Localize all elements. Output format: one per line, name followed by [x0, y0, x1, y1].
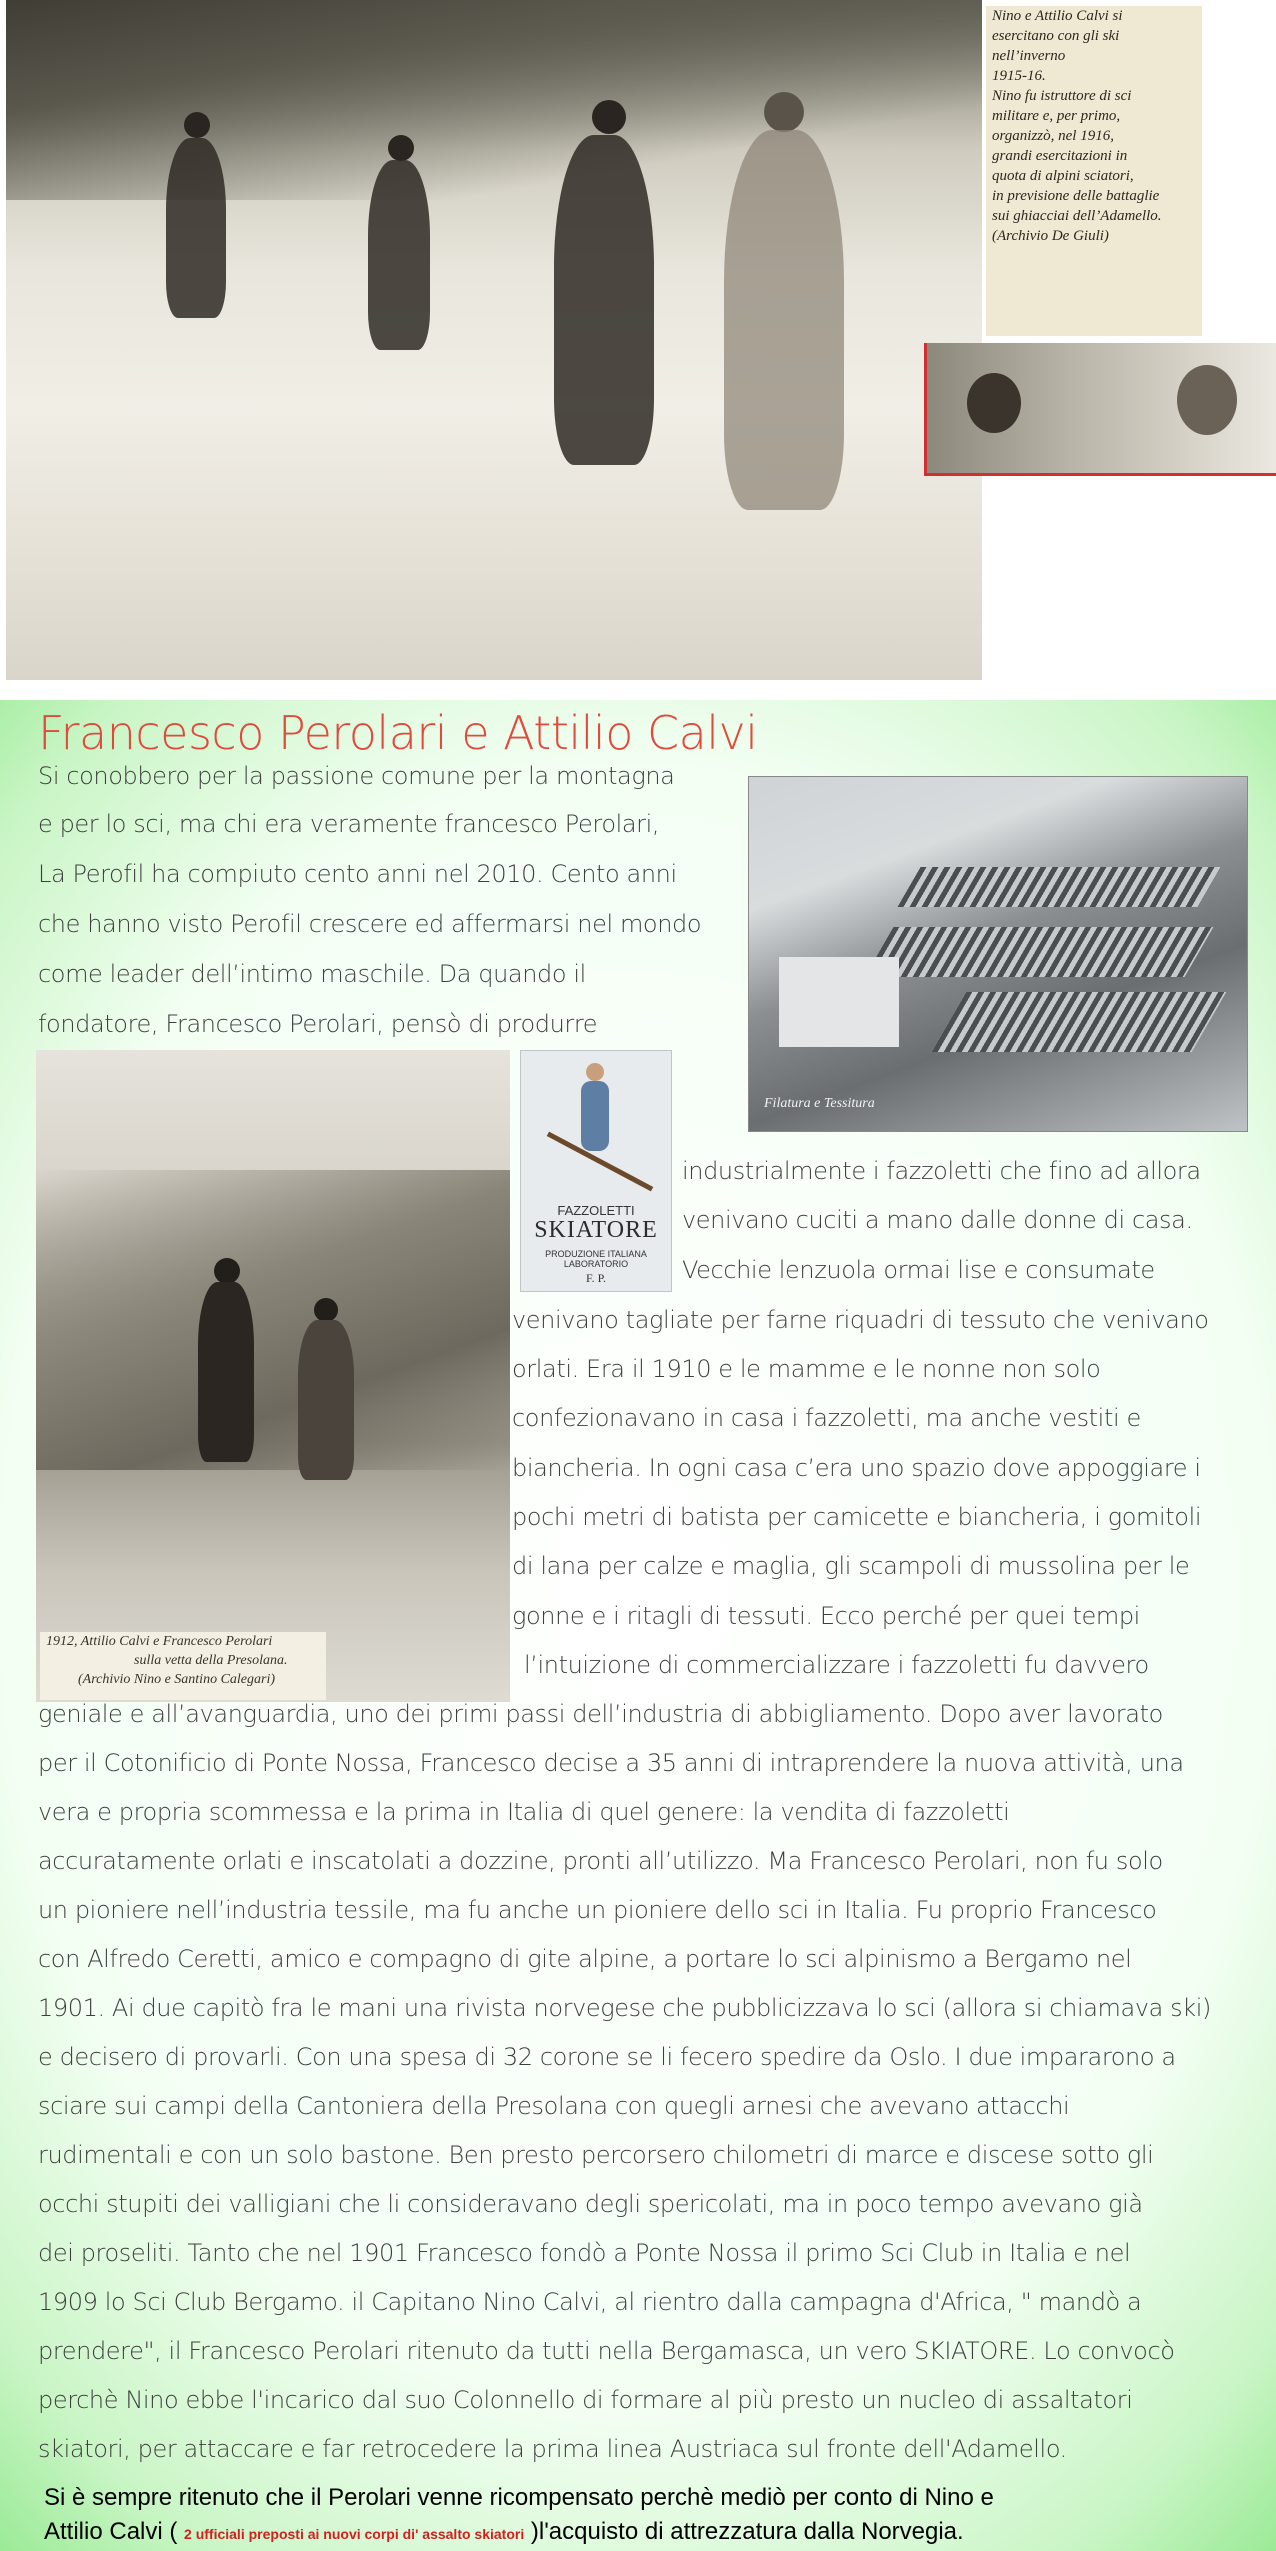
caption-line: (Archivio Nino e Santino Calegari) — [78, 1672, 276, 1687]
body-line: sciare sui campi della Cantoniera della Presolana con quegli arnesi che avevano attacchi — [38, 2092, 1070, 2120]
body-line: l’intuizione di commercializzare i fazzoletti fu davvero — [524, 1651, 1149, 1679]
top-skiing-photo — [6, 0, 982, 680]
body-line: venivano tagliate per farne riquadri di tessuto che venivano — [512, 1306, 1209, 1334]
body-line: orlati. Era il 1910 e le mamme e le nonne non solo — [512, 1355, 1101, 1383]
bottom-note-line1: Si è sempre ritenuto che il Perolari venne ricompensato perchè mediò per conto di Nino e — [44, 2484, 994, 2511]
body-line: dei proseliti. Tanto che nel 1901 Francesco fondò a Ponte Nossa il primo Sci Club in Italia e nel — [38, 2239, 1131, 2267]
package-logo: F. P. — [585, 1271, 607, 1285]
body-line: che hanno visto Perofil crescere ed affermarsi nel mondo — [38, 910, 702, 938]
body-line: con Alfredo Ceretti, amico e compagno di gite alpine, a portare lo sci alpinismo a Bergamo nel — [38, 1945, 1132, 1973]
body-line: geniale e all’avanguardia, uno dei primi passi dell’industria di abbigliamento. Dopo aver lavorato — [38, 1700, 1163, 1728]
body-line: occhi stupiti dei valligiani che li consideravano degli spericolati, ma in poco tempo avevano già — [38, 2190, 1143, 2218]
body-line: venivano cuciti a mano dalle donne di casa. — [682, 1206, 1193, 1234]
body-line: confezionavano in casa i fazzoletti, ma anche vestiti e — [512, 1404, 1141, 1432]
body-line: rudimentali e con un solo bastone. Ben presto percorsero chilometri di marce e discese sotto gli — [38, 2141, 1154, 2169]
caption-line: sui ghiacciai dell’Adamello. — [992, 208, 1162, 224]
mountain-summit-photo — [36, 1050, 510, 1702]
body-line: 1909 lo Sci Club Bergamo. il Capitano Nino Calvi, al rientro dalla campagna d'Africa, " mandò a — [38, 2288, 1142, 2316]
article-title: Francesco Perolari e Attilio Calvi — [38, 706, 758, 760]
bottom-note-highlight: 2 ufficiali preposti ai nuovi corpi di' assalto skiatori — [184, 2526, 525, 2542]
package-label: FAZZOLETTI — [557, 1203, 635, 1218]
body-line: prendere", il Francesco Perolari ritenuto da tutti nella Bergamasca, un vero SKIATORE. Lo convocò — [38, 2337, 1175, 2365]
body-line: per il Cotonificio di Ponte Nossa, Francesco decise a 35 anni di intraprendere la nuova attività, una — [38, 1749, 1184, 1777]
caption-line: esercitano con gli ski — [992, 28, 1120, 44]
body-line: di lana per calze e maglia, gli scampoli di mussolina per le — [512, 1552, 1190, 1580]
bottom-note-end: )l'acquisto di attrezzatura dalla Norvegia. — [524, 2518, 964, 2545]
body-line: accuratamente orlati e inscatolati a dozzine, pronti all’utilizzo. Ma Francesco Perolari, non fu solo — [38, 1847, 1163, 1875]
fazzoletti-skiatore-package — [520, 1050, 672, 1292]
factory-illustration — [748, 776, 1248, 1132]
body-line: e per lo sci, ma chi era veramente francesco Perolari, — [38, 810, 660, 838]
body-line: industrialmente i fazzoletti che fino ad allora — [682, 1157, 1201, 1185]
caption-line: in previsione delle battaglie — [992, 188, 1160, 204]
body-line: Vecchie lenzuola ormai lise e consumate — [682, 1256, 1155, 1284]
caption-line: sulla vetta della Presolana. — [134, 1653, 288, 1668]
package-brand: SKIATORE — [534, 1217, 658, 1243]
body-line: Si conobbero per la passione comune per la montagna — [38, 762, 675, 790]
caption-line: Nino fu istruttore di sci — [992, 88, 1132, 104]
caption-line: Nino e Attilio Calvi si — [992, 8, 1123, 24]
caption-line: (Archivio De Giuli) — [992, 228, 1109, 244]
caption-line: nell’inverno — [992, 48, 1066, 64]
bottom-note-start: Attilio Calvi ( — [44, 2518, 185, 2545]
body-line: vera e propria scommessa e la prima in Italia di quel genere: la vendita di fazzoletti — [38, 1798, 1010, 1826]
mountain-photo-caption — [40, 1632, 326, 1700]
photo-inset-detail — [924, 343, 1276, 476]
factory-caption: Filatura e Tessitura — [764, 1096, 875, 1111]
caption-line: organizzò, nel 1916, — [992, 128, 1114, 144]
body-line: La Perofil ha compiuto cento anni nel 2010. Cento anni — [38, 860, 677, 888]
body-line: 1901. Ai due capitò fra le mani una rivista norvegese che pubblicizzava lo sci (allora si chiamava ski) — [38, 1994, 1212, 2022]
body-line: pochi metri di batista per camicette e biancheria, i gomitoli — [512, 1503, 1202, 1531]
top-photo-caption — [986, 6, 1202, 336]
body-line: perchè Nino ebbe l'incarico dal suo Colonnello di formare al più presto un nucleo di assaltatori — [38, 2386, 1133, 2414]
body-line: skiatori, per attaccare e far retrocedere la prima linea Austriaca sul fronte dell'Adamello. — [38, 2435, 1067, 2463]
caption-line: grandi esercitazioni in — [992, 148, 1128, 164]
caption-line: militare e, per primo, — [992, 108, 1121, 124]
caption-line: quota di alpini sciatori, — [992, 168, 1134, 184]
caption-line: 1915-16. — [992, 68, 1046, 84]
body-line: e decisero di provarli. Con una spesa di 32 corone se li fecero spedire da Oslo. I due impararono a — [38, 2043, 1176, 2071]
bottom-note-line2 — [44, 2518, 964, 2546]
caption-line: 1912, Attilio Calvi e Francesco Perolari — [46, 1634, 273, 1649]
body-line: come leader dell’intimo maschile. Da quando il — [38, 960, 586, 988]
package-sub: PRODUZIONE ITALIANA — [545, 1249, 647, 1259]
body-line: un pioniere nell’industria tessile, ma fu anche un pioniere dello sci in Italia. Fu proprio Francesco — [38, 1896, 1157, 1924]
body-line: biancheria. In ogni casa c’era uno spazio dove appoggiare i — [512, 1454, 1201, 1482]
body-line: fondatore, Francesco Perolari, pensò di produrre — [38, 1010, 598, 1038]
package-sub: LABORATORIO — [563, 1259, 629, 1269]
body-line: gonne e i ritagli di tessuti. Ecco perché per quei tempi — [512, 1602, 1140, 1630]
